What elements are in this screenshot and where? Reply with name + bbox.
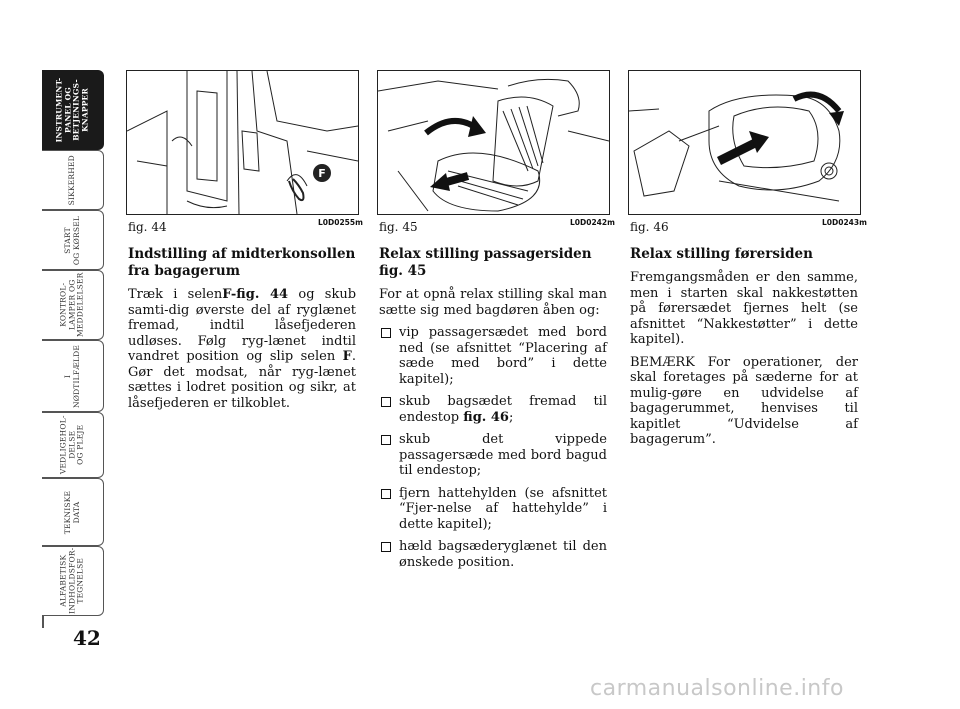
paragraph-note: BEMÆRK For operationer, der skal foretages på sæderne for at mulig-gøre en udvidelse af bagagerummet, henvises til kapitlet “Udvidelse af bagagerum”. [630,354,858,447]
tab-label: SIKKERHED [67,154,77,206]
text-run: Træk i selen [128,287,223,302]
tab-kontrollamper[interactable] [42,270,104,340]
section-heading-passagerside: Relax stilling passagersiden [379,246,592,262]
list-item: vip passagersædet med bord ned (se afsnittet “Placering af sæde med bord” i dette kapitel); [379,325,607,387]
tab-i-nodtilfaelde[interactable] [42,340,104,412]
list-item [379,394,607,425]
figure-reference: F-fig. 44 [222,287,289,302]
list-item: skub det vippede passagersæde med bord bagud til endestop; [379,432,607,479]
text-run: ; [508,409,514,425]
strap-reference: F [342,349,352,364]
text-column-2 [379,246,607,577]
tab-label: KONTROL- LAMPER OG MEDDELELSER [58,272,85,338]
passenger-seat-illustration [378,71,609,214]
text-run: . Gør det modsat, når ryg-lænet sættes i lodret position og sikr, at låsefjederen er tilkoblet. [128,349,356,411]
tab-label: TEKNISKE DATA [62,490,81,534]
tab-label: INSTRUMENT- PANEL OG BETJENINGS- KNAPPER [54,77,90,143]
tab-instrumentpanel[interactable] [42,70,104,150]
tab-sikkerhed[interactable] [42,150,104,210]
instruction-list [379,325,607,570]
figure-46-illustration [628,70,861,215]
figure-44-code: L0D0255m [318,218,363,227]
text-run: og skub samti-dig øverste del af ryglænet fremad, indtil låsefjederen udløses. Følg ryg-lænet indtil vandret position og slip selen [128,287,357,364]
callout-f-label: F [318,167,326,180]
tab-vedligeholdelse[interactable] [42,412,104,478]
list-item: fjern hattehylden (se afsnittet “Fjer-nelse af hattehylde” i dette kapitel); [379,486,607,533]
tab-label: I NØDTILFÆLDE [63,344,81,408]
figure-44-caption: fig. 44 [128,220,167,234]
figure-46-caption: fig. 46 [630,220,669,234]
rotate-arrow-icon [794,95,839,111]
section-heading-figure-ref: fig. 45 [379,263,427,279]
tab-label: ALFABETISK INDHOLDSFOR- TEGNELSE [58,547,85,615]
tab-tekniske-data[interactable] [42,478,104,546]
figure-45-caption: fig. 45 [379,220,418,234]
figure-45-illustration [377,70,610,215]
push-arrow-icon [719,141,759,161]
paragraph-intro: For at opnå relax stilling skal man sætte sig med bagdøren åben og: [379,287,607,318]
text-column-3 [630,246,858,455]
tab-start-og-korsel[interactable] [42,210,104,270]
tab-label: START OG KØRSEL [63,215,81,265]
text-run: skub bagsædet fremad til endestop [399,394,607,425]
paragraph-midterkonsol [128,287,356,411]
figure-46-code: L0D0243m [822,218,867,227]
console-illustration [127,71,358,214]
watermark: carmanualsonline.info [590,676,844,701]
list-item: hæld bagsæderyglænet til den ønskede position. [379,539,607,570]
tab-label: VEDLIGEHOL- DELSE OG PLEJE [58,415,85,475]
text-column-1 [128,246,356,418]
section-heading-midterkonsol: Indstilling af midterkonsollen fra bagagerum [128,246,356,279]
page-number: 42 [73,626,101,650]
driver-seat-illustration [629,71,860,214]
figure-45-code: L0D0242m [570,218,615,227]
tab-alfabetisk[interactable] [42,546,104,616]
figure-44-illustration [126,70,359,215]
section-heading-forerside: Relax stilling førersiden [630,246,813,262]
figure-reference: fig. 46 [463,409,509,425]
paragraph-procedure: Fremgangsmåden er den samme, men i starten skal nakkestøtten på førersædet fjernes helt (se afsnittet “Nakkestøtter” i dette kapitel). [630,270,858,347]
